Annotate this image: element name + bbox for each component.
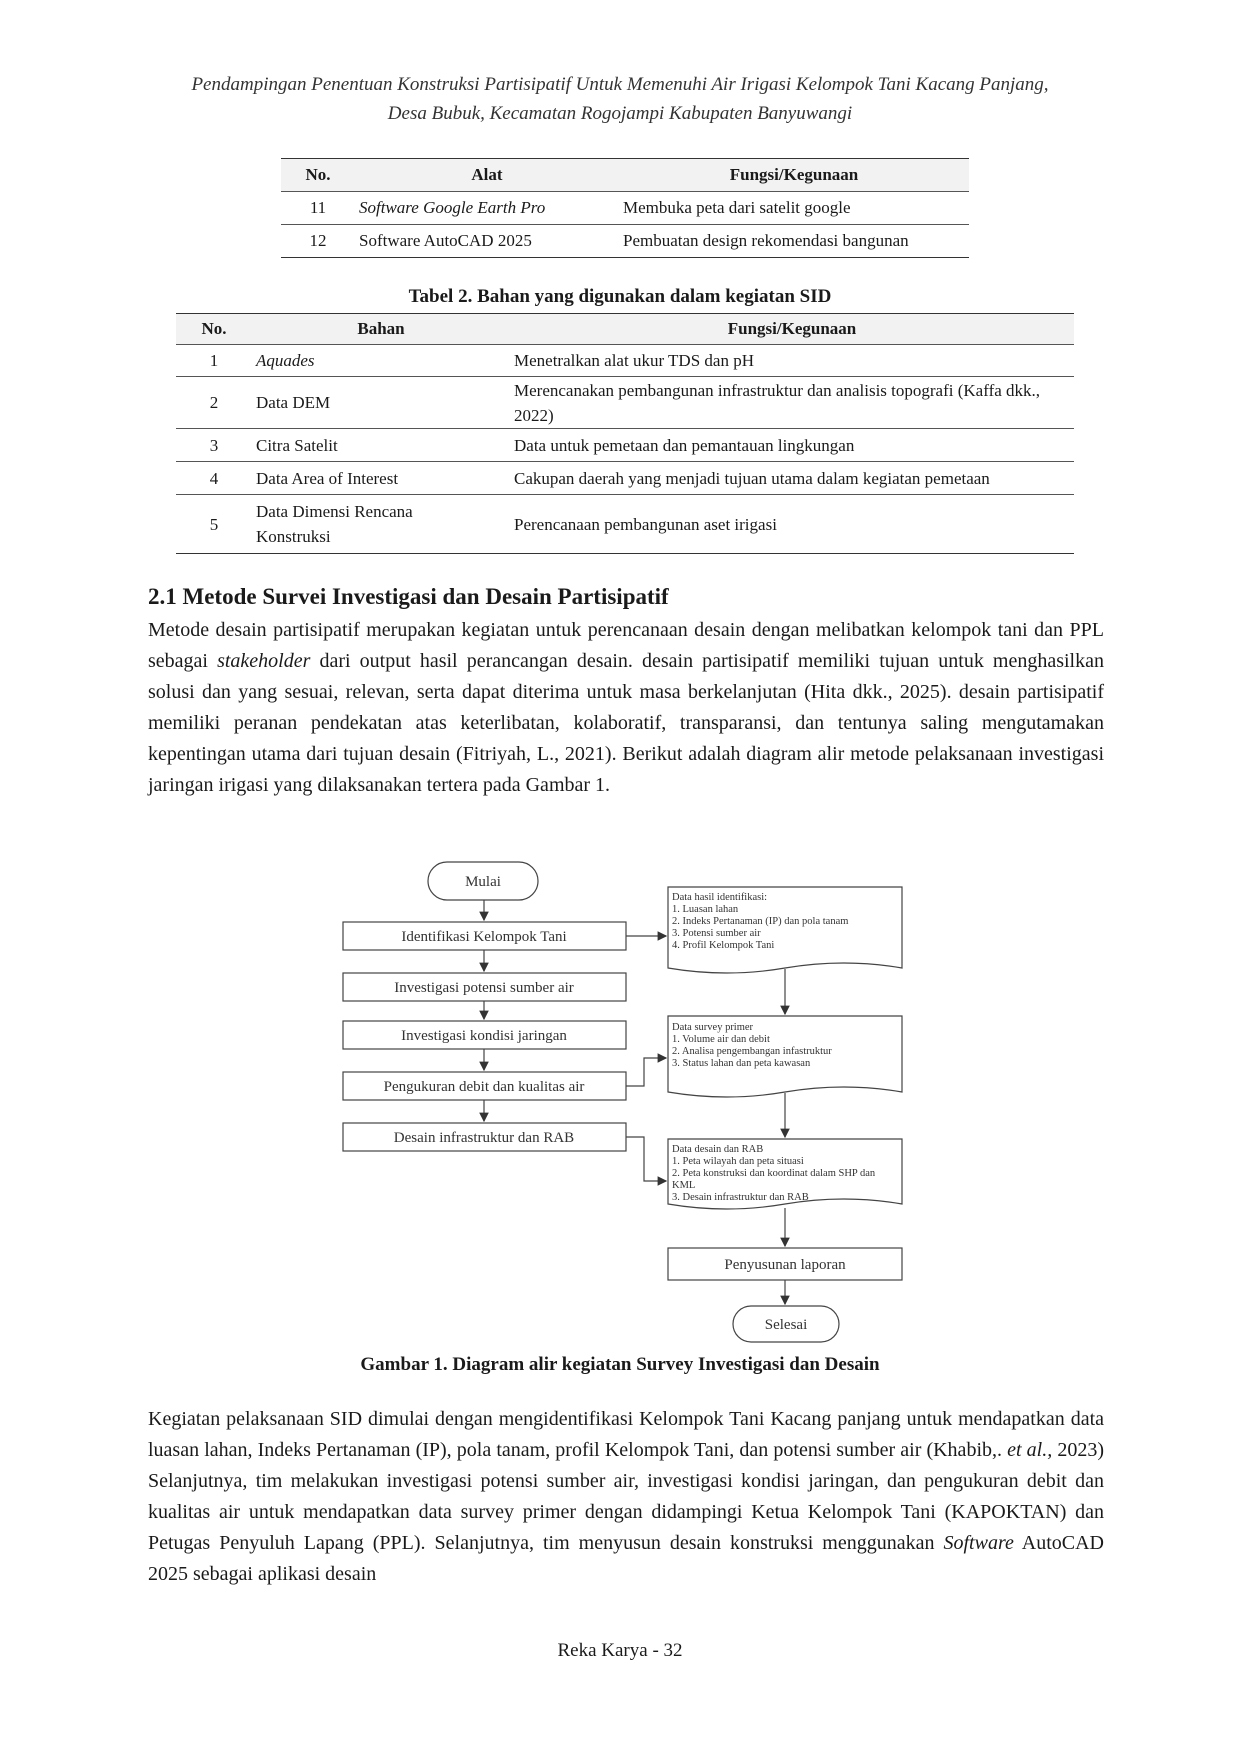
table2-cell-bahan: Data Area of Interest [252, 462, 510, 495]
doc3-line: 2. Peta konstruksi dan koordinat dalam SHP dan [672, 1168, 876, 1179]
header-line-1: Pendampingan Penentuan Konstruksi Partisipatif Untuk Memenuhi Air Irigasi Kelompok Tani Kacang Panjang, [191, 74, 1049, 95]
table1-cell-alat: Software Google Earth Pro [355, 192, 619, 225]
table2-cell-bahan: Citra Satelit [252, 429, 510, 462]
flow-step-label: Identifikasi Kelompok Tani [401, 929, 567, 945]
table1-cell-fungsi: Membuka peta dari satelit google [619, 192, 969, 225]
doc2-line: 1. Volume air dan debit [672, 1034, 770, 1045]
table2-cell-bahan: Aquades [252, 345, 510, 377]
doc3-line: 1. Peta wilayah dan peta situasi [672, 1156, 804, 1167]
section-heading: 2.1 Metode Survei Investigasi dan Desain Partisipatif [148, 584, 669, 609]
table2-cell-fungsi: Data untuk pemetaan dan pemantauan lingkungan [510, 429, 1074, 462]
paragraph-2-emphasis-1: et al., [1007, 1439, 1053, 1461]
doc1-line: 4. Profil Kelompok Tani [672, 940, 775, 951]
table2-cell-no: 3 [176, 429, 252, 462]
table2-cell-fungsi: Cakupan daerah yang menjadi tujuan utama dalam kegiatan pemetaan [510, 462, 1074, 495]
table1-cell-alat: Software AutoCAD 2025 [359, 231, 532, 250]
doc2-line: 2. Analisa pengembangan infastruktur [672, 1046, 832, 1057]
table-2-caption: Tabel 2. Bahan yang digunakan dalam kegiatan SID [408, 286, 832, 307]
paragraph-2 [148, 1404, 1104, 1590]
page-footer: Reka Karya - 32 [557, 1640, 683, 1661]
table2-cell-no: 4 [176, 462, 252, 495]
flow-arrow [626, 1058, 666, 1086]
paragraph-1-emphasis: stakeholder [217, 650, 311, 672]
table1-header-alat: Alat [355, 159, 619, 192]
doc1-line: 1. Luasan lahan [672, 904, 739, 915]
doc1-line: 2. Indeks Pertanaman (IP) dan pola tanam [672, 916, 849, 927]
flow-step-label: Investigasi kondisi jaringan [401, 1028, 567, 1044]
table2-cell-fungsi: Perencanaan pembangunan aset irigasi [514, 514, 777, 534]
table2-header-bahan: Bahan [252, 314, 510, 345]
doc1-line: 3. Potensi sumber air [672, 928, 761, 939]
table1-header-no: No. [281, 159, 355, 192]
table2-cell-bahan: Data DEM [252, 377, 510, 429]
flow-end-label: Selesai [764, 1317, 808, 1333]
doc2-line: 3. Status lahan dan peta kawasan [672, 1058, 811, 1069]
table2-cell-no: 5 [209, 514, 219, 534]
paragraph-2-text-a: Kegiatan pelaksanaan SID dimulai dengan mengidentifikasi Kelompok Tani Kacang panjang untuk mendapatkan data luasan lahan, Indeks Pertanaman (IP), pola tanam, profil Kelompok Tani, dan potensi sumber air (Khabib,. [148, 1408, 1104, 1461]
doc3-line: Data desain dan RAB [672, 1144, 764, 1155]
table1-cell-fungsi: Pembuatan design rekomendasi bangunan [623, 231, 909, 250]
paragraph-1-text-b: dari output hasil perancangan desain. desain partisipatif memiliki tujuan untuk menghasilkan solusi dan yang sesuai, relevan, serta dapat diterima untuk masa berkelanjutan (Hita dkk., 2025). desain partisipatif memiliki peranan pendekatan atas keterlibatan, kolaboratif, transparansi, dan tentunya saling mengutamakan kepentingan utama dari tujuan desain (Fitriyah, L., 2021). Berikut adalah diagram alir metode pelaksanaan investigasi jaringan irigasi yang dilaksanakan tertera pada Gambar 1. [148, 650, 1104, 796]
table2-header-fungsi: Fungsi/Kegunaan [510, 314, 1074, 345]
paragraph-2-text-c: AutoCAD 2025 sebagai aplikasi desain [148, 1532, 1105, 1585]
table2-cell-no: 1 [176, 345, 252, 377]
doc3-line: 3. Desain infrastruktur dan RAB [672, 1192, 809, 1203]
flow-start-label: Mulai [465, 874, 501, 890]
header-line-2: Desa Bubuk, Kecamatan Rogojampi Kabupaten Banyuwangi [387, 103, 853, 124]
flow-arrow [626, 1137, 666, 1181]
table2-cell-bahan: Data Dimensi Rencana Konstruksi [256, 502, 413, 546]
flow-step-label: Pengukuran debit dan kualitas air [383, 1079, 585, 1095]
paragraph-1-text-a: Metode desain partisipatif merupakan kegiatan untuk perencanaan desain dengan melibatkan kelompok tani dan PPL sebagai [148, 619, 1104, 672]
flow-step-label: Investigasi potensi sumber air [394, 980, 574, 996]
table2-cell-fungsi: Merencanakan pembangunan infrastruktur dan analisis topografi (Kaffa dkk., 2022) [510, 377, 1074, 429]
doc1-line: Data hasil identifikasi: [672, 892, 768, 903]
table2-cell-fungsi: Menetralkan alat ukur TDS dan pH [510, 345, 1074, 377]
figure-caption: Gambar 1. Diagram alir kegiatan Survey Investigasi dan Desain [360, 1354, 880, 1375]
table2-header-no: No. [176, 314, 252, 345]
table1-header-fungsi: Fungsi/Kegunaan [619, 159, 969, 192]
flow-step-label: Desain infrastruktur dan RAB [393, 1130, 575, 1146]
doc3-line: KML [672, 1180, 696, 1191]
table2-cell-no: 2 [176, 377, 252, 429]
flow-report-label: Penyusunan laporan [724, 1257, 846, 1273]
paragraph-2-emphasis-2: Software [943, 1532, 1014, 1554]
table1-cell-no: 12 [309, 231, 327, 250]
doc2-line: Data survey primer [672, 1022, 754, 1033]
table1-cell-no: 11 [281, 192, 355, 225]
paragraph-2-text-b: 2023) Selanjutnya, tim melakukan investigasi potensi sumber air, investigasi kondisi jaringan, dan pengukuran debit dan kualitas air untuk mendapatkan data survey primer dengan didampingi Ketua Kelompok Tani (KAPOKTAN) dan Petugas Penyuluh Lapang (PPL). Selanjutnya, tim menyusun desain konstruksi menggunakan [148, 1439, 1104, 1554]
